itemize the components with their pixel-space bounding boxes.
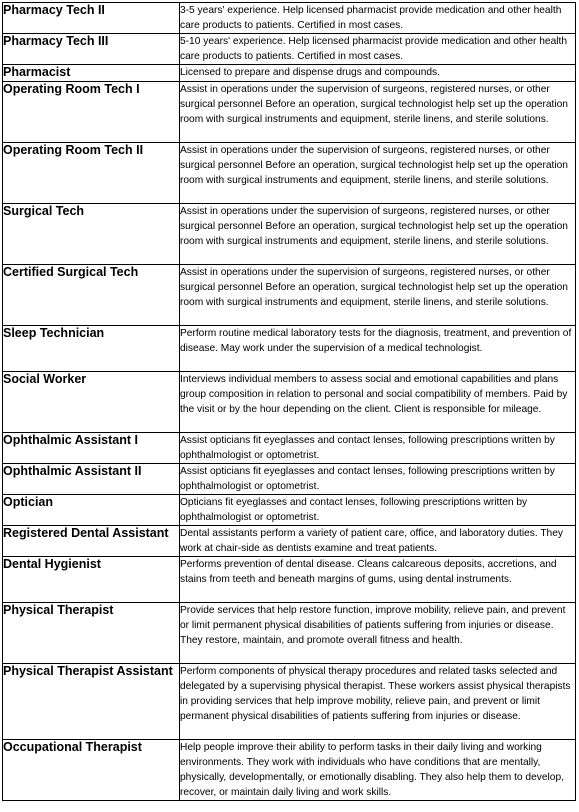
table-row	[3, 526, 576, 557]
job-description: 3-5 years' experience. Help licensed pharmacist provide medication and other health care products to patients. Certified in most cases.	[180, 3, 576, 34]
job-title: Optician	[3, 495, 180, 526]
job-description: Assist in operations under the supervision of surgeons, registered nurses, or other surgical personnel Before an operation, surgical technologist help set up the operation room with surgical instruments and equipment, sterile linens, and sterile solutions.	[180, 265, 576, 326]
table-row	[3, 664, 576, 740]
table-row	[3, 82, 576, 143]
job-title: Ophthalmic Assistant II	[3, 464, 180, 495]
table-row	[3, 143, 576, 204]
job-title: Pharmacist	[3, 65, 180, 82]
job-description: Assist in operations under the supervision of surgeons, registered nurses, or other surgical personnel Before an operation, surgical technologist help set up the operation room with surgical instruments and equipment, sterile linens, and sterile solutions.	[180, 82, 576, 143]
table-row	[3, 326, 576, 372]
table-row	[3, 495, 576, 526]
job-title: Surgical Tech	[3, 204, 180, 265]
table-row	[3, 740, 576, 801]
job-description: Interviews individual members to assess social and emotional capabilities and plans group composition in relation to personal and social compatibility of members. Paid by the visit or by the hour depending on the client. Client is responsible for mileage.	[180, 372, 576, 433]
job-description: Assist opticians fit eyeglasses and contact lenses, following prescriptions written by ophthalmologist or optometrist.	[180, 464, 576, 495]
job-description: Performs prevention of dental disease. Cleans calcareous deposits, accretions, and stains from teeth and beneath margins of gums, using dental instruments.	[180, 557, 576, 603]
table-row	[3, 204, 576, 265]
job-title: Pharmacy Tech II	[3, 3, 180, 34]
job-descriptions-table	[2, 2, 576, 801]
job-description: Opticians fit eyeglasses and contact lenses, following prescriptions written by ophthalmologist or optometrist.	[180, 495, 576, 526]
table-row	[3, 34, 576, 65]
job-title: Social Worker	[3, 372, 180, 433]
job-title: Physical Therapist Assistant	[3, 664, 180, 740]
job-title: Dental Hygienist	[3, 557, 180, 603]
table-row	[3, 265, 576, 326]
table-row	[3, 603, 576, 664]
table-row	[3, 65, 576, 82]
job-title: Pharmacy Tech III	[3, 34, 180, 65]
table-row	[3, 557, 576, 603]
job-description: Assist in operations under the supervision of surgeons, registered nurses, or other surgical personnel Before an operation, surgical technologist help set up the operation room with surgical instruments and equipment, sterile linens, and sterile solutions.	[180, 204, 576, 265]
job-title: Operating Room Tech II	[3, 143, 180, 204]
job-description: Provide services that help restore function, improve mobility, relieve pain, and prevent or limit permanent physical disabilities of patients suffering from injuries or disease. They restore, maintain, and promote overall fitness and health.	[180, 603, 576, 664]
job-description: Perform components of physical therapy procedures and related tasks selected and delegated by a supervising physical therapist. These workers assist physical therapists in providing services that help improve mobility, relieve pain, and prevent or limit permanent physical disabilities of patients suffering from injuries or disease.	[180, 664, 576, 740]
job-description: Dental assistants perform a variety of patient care, office, and laboratory duties. They work at chair-side as dentists examine and treat patients.	[180, 526, 576, 557]
job-title: Registered Dental Assistant	[3, 526, 180, 557]
job-title: Sleep Technician	[3, 326, 180, 372]
job-description: Help people improve their ability to perform tasks in their daily living and working environments. They work with individuals who have conditions that are mentally, physically, developmentally, or emotionally disabling. They also help them to develop, recover, or maintain daily living and work skills.	[180, 740, 576, 801]
table-row	[3, 464, 576, 495]
job-title: Physical Therapist	[3, 603, 180, 664]
table-row	[3, 433, 576, 464]
job-description: Assist in operations under the supervision of surgeons, registered nurses, or other surgical personnel Before an operation, surgical technologist help set up the operation room with surgical instruments and equipment, sterile linens, and sterile solutions.	[180, 143, 576, 204]
job-title: Occupational Therapist	[3, 740, 180, 801]
job-description: Licensed to prepare and dispense drugs and compounds.	[180, 65, 576, 82]
job-title: Certified Surgical Tech	[3, 265, 180, 326]
job-title: Ophthalmic Assistant I	[3, 433, 180, 464]
job-description: Assist opticians fit eyeglasses and contact lenses, following prescriptions written by ophthalmologist or optometrist.	[180, 433, 576, 464]
job-title: Operating Room Tech I	[3, 82, 180, 143]
table-row	[3, 3, 576, 34]
table-row	[3, 372, 576, 433]
job-description: 5-10 years' experience. Help licensed pharmacist provide medication and other health care products to patients. Certified in most cases.	[180, 34, 576, 65]
job-description: Perform routine medical laboratory tests for the diagnosis, treatment, and prevention of disease. May work under the supervision of a medical technologist.	[180, 326, 576, 372]
